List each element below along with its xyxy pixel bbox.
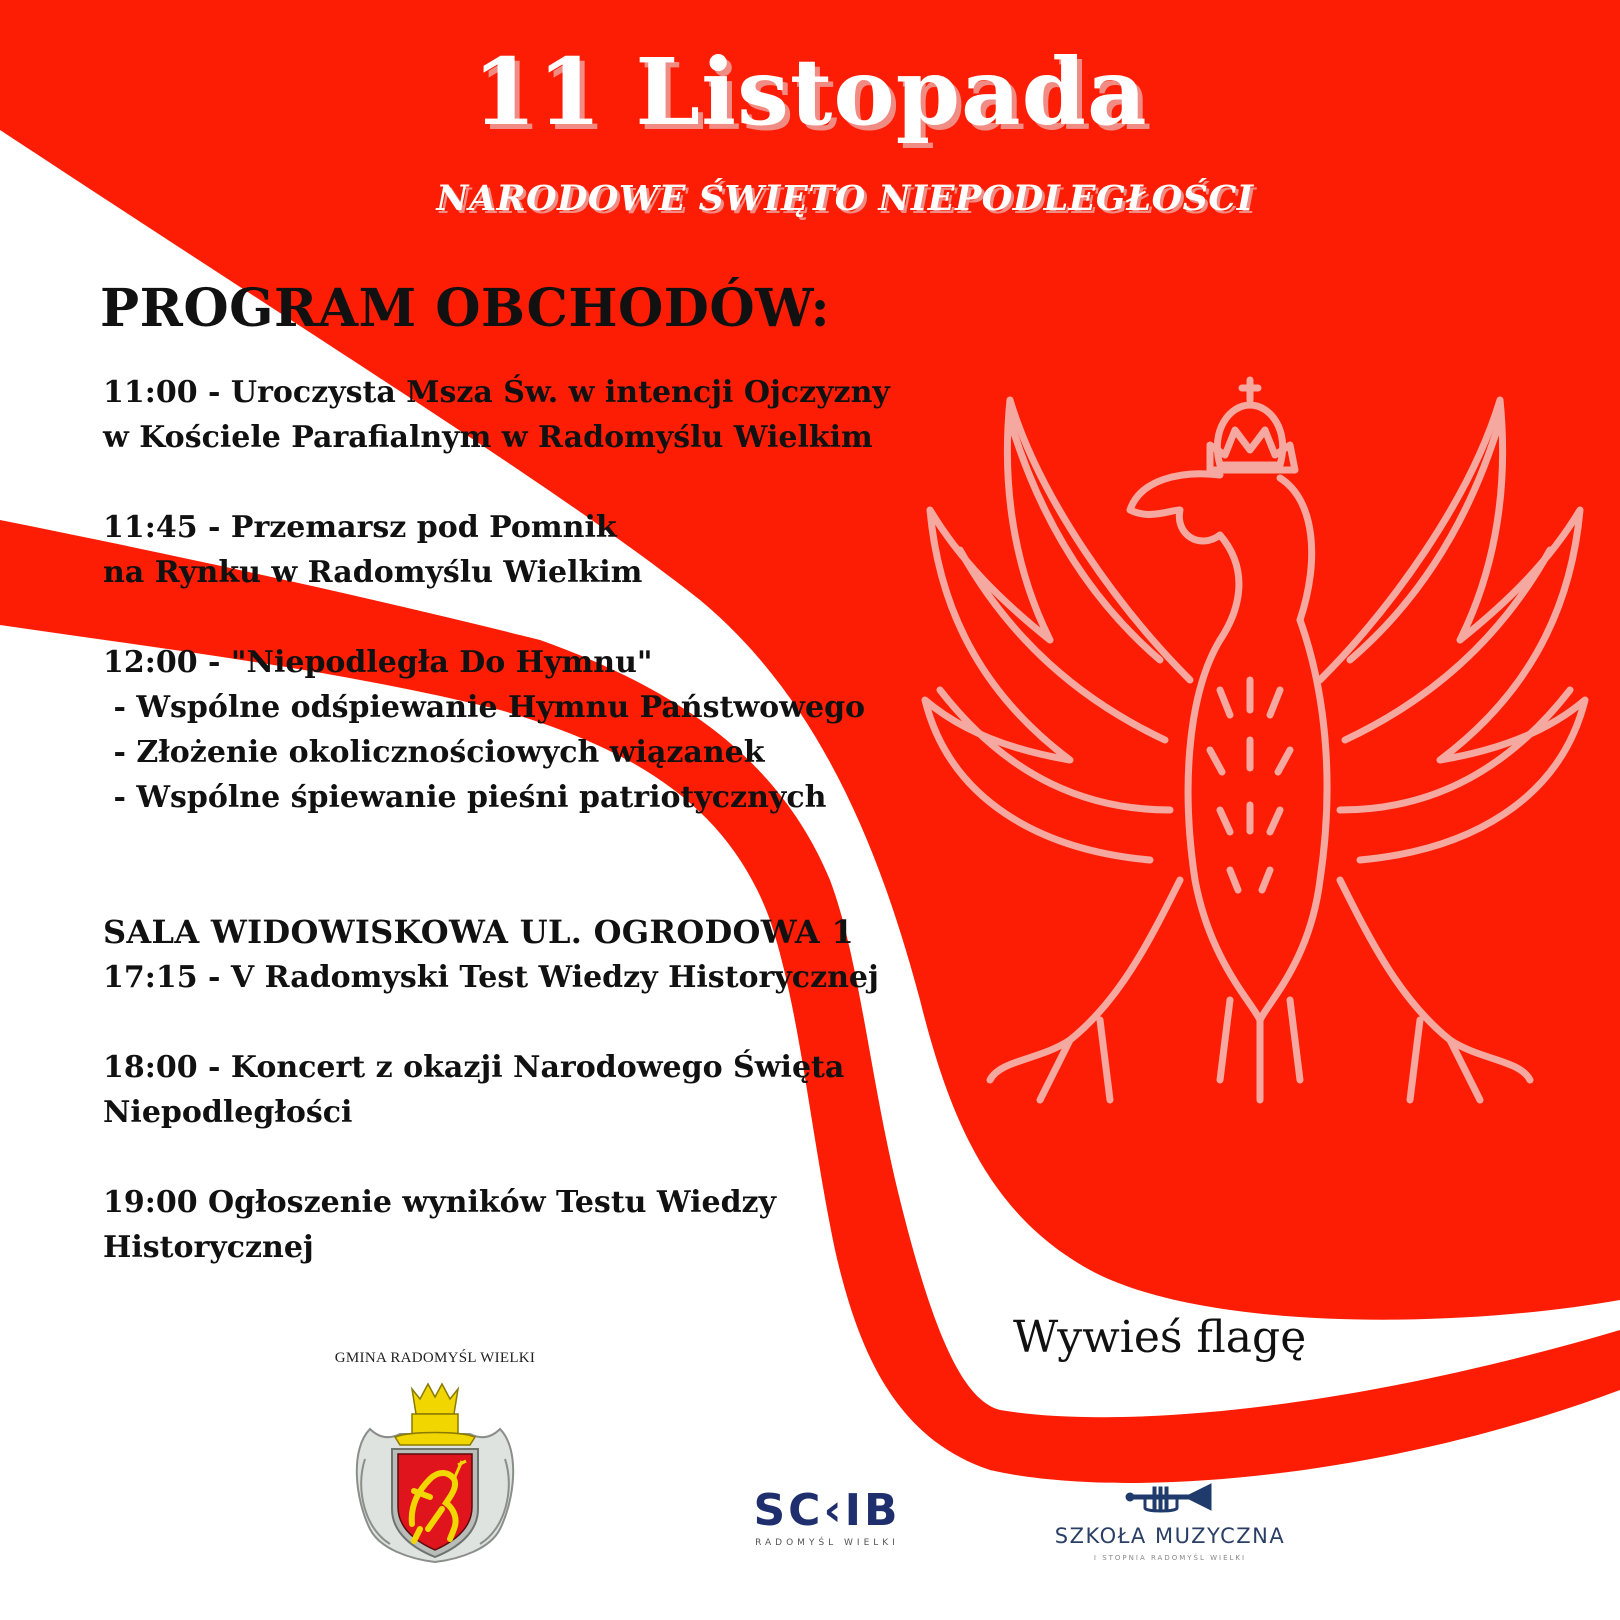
gmina-label: GMINA RADOMYŚL WIELKI <box>334 1350 536 1366</box>
event-line: - Złożenie okolicznościowych wiązanek <box>103 735 765 770</box>
white-eagle-icon <box>920 360 1600 1120</box>
gmina-logo <box>320 1350 550 1568</box>
coat-of-arms-icon <box>350 1379 520 1564</box>
sckib-logo <box>752 1485 902 1548</box>
event-1200 <box>103 640 963 820</box>
sckib-mark: SC‹IB <box>753 1485 901 1536</box>
event-line: - Wspólne odśpiewanie Hymnu Państwowego <box>103 690 866 725</box>
event-line: 11:00 - Uroczysta Msza Św. w intencji Ojczyzny <box>103 375 890 410</box>
schedule <box>103 370 963 1270</box>
program-heading: PROGRAM OBCHODÓW: <box>100 278 831 339</box>
flag-note: Wywieś flagę <box>1013 1312 1307 1363</box>
event-line: - Wspólne śpiewanie pieśni patriotycznych <box>103 780 827 815</box>
event-line: Niepodległości <box>103 1095 353 1130</box>
page-subtitle: NARODOWE ŚWIĘTO NIEPODLEGŁOŚCI <box>436 178 1254 219</box>
music-school-subtitle: I STOPNIA RADOMYŚL WIELKI <box>1093 1554 1247 1562</box>
event-1100 <box>103 370 963 460</box>
music-school-name: SZKOŁA MUZYCZNA <box>1054 1524 1286 1548</box>
venue-heading: SALA WIDOWISKOWA UL. OGRODOWA 1 <box>103 913 855 951</box>
event-line: 11:45 - Przemarsz pod Pomnik <box>103 510 617 545</box>
page-title: 11 Listopada <box>472 38 1148 146</box>
event-1715 <box>103 955 963 1000</box>
event-1900 <box>103 1180 963 1270</box>
event-line: w Kościele Parafialnym w Radomyślu Wielkim <box>103 420 873 455</box>
event-line: 19:00 Ogłoszenie wyników Testu Wiedzy <box>103 1185 777 1220</box>
event-line: 12:00 - "Niepodległa Do Hymnu" <box>103 645 653 680</box>
event-1800 <box>103 1045 963 1135</box>
event-line: na Rynku w Radomyślu Wielkim <box>103 555 643 590</box>
sckib-subtitle: RADOMYŚL WIELKI <box>755 1538 899 1548</box>
event-line: 17:15 - V Radomyski Test Wiedzy Historycznej <box>103 960 879 995</box>
event-1145 <box>103 505 963 595</box>
music-school-logo <box>1050 1482 1290 1562</box>
event-line: 18:00 - Koncert z okazji Narodowego Święta <box>103 1050 845 1085</box>
trumpet-icon <box>1125 1482 1215 1516</box>
event-line: Historycznej <box>103 1230 314 1265</box>
